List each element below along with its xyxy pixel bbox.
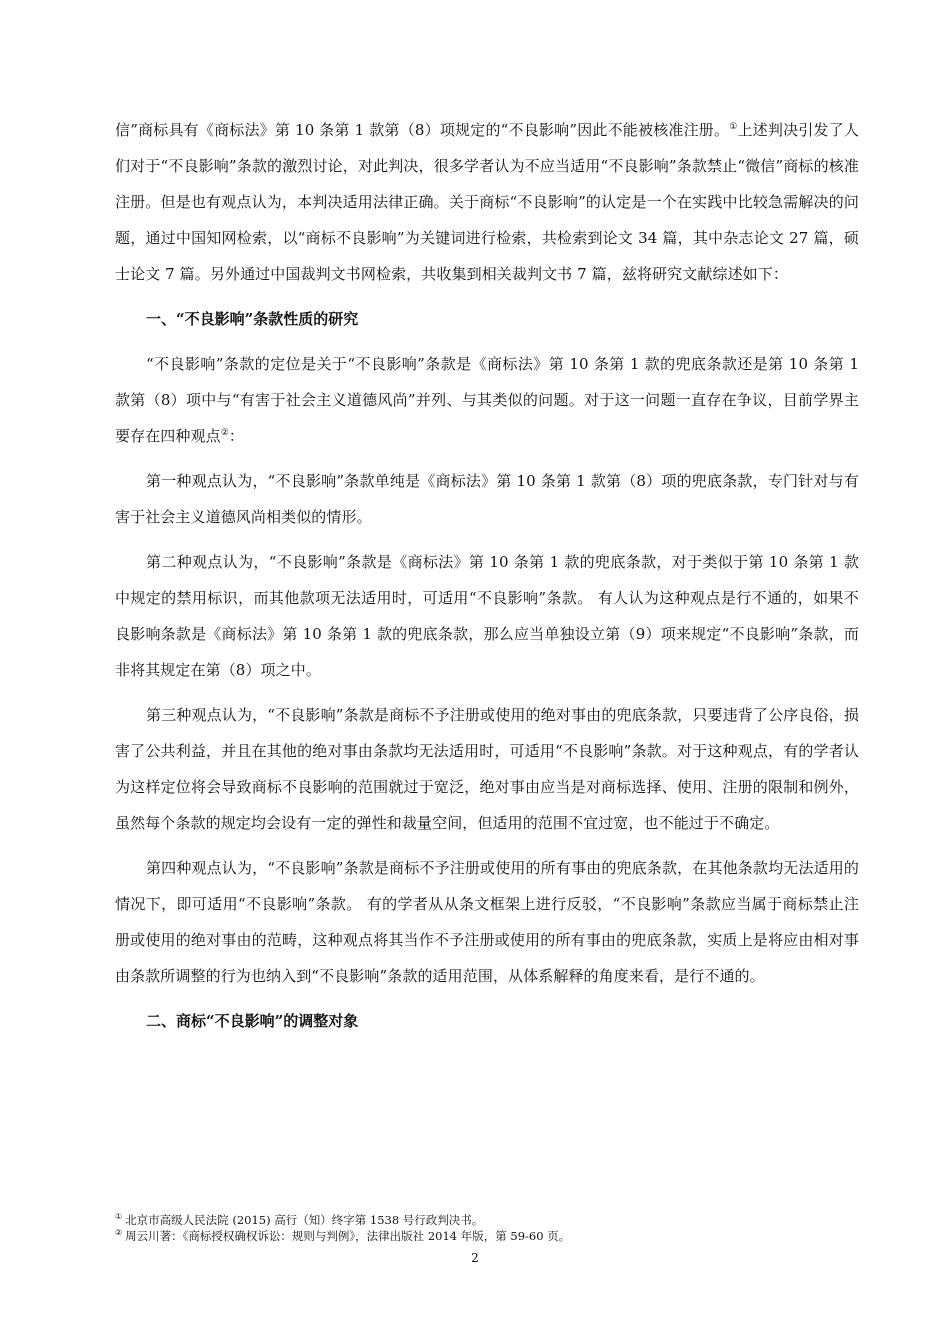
- footnote-text-1: 北京市高级人民法院 (2015) 高行（知）终字第 1538 号行政判决书。: [125, 1213, 484, 1227]
- paragraph-positioning-text-b: ：: [228, 427, 244, 445]
- footnotes: [115, 1212, 859, 1244]
- page-number: 2: [471, 1251, 479, 1265]
- paragraph-intro: [115, 112, 859, 292]
- footnote-reference-1[interactable]: ①: [729, 122, 738, 132]
- paragraph-view-1: 第一种观点认为，“不良影响”条款单纯是《商标法》第 10 条第 1 款第（8）项的兜底条款，专门针对与有害于社会主义道德风尚相类似的情形。: [115, 472, 859, 526]
- footnote-2: [115, 1228, 859, 1244]
- paragraph-view-3: 第三种观点认为，“不良影响”条款是商标不予注册或使用的绝对事由的兜底条款，只要违背了公序良俗，损害了公共利益，并且在其他的绝对事由条款均无法适用时，可适用“不良影响”条款。对于这种观点，有的学者认为这样定位将会导致商标不良影响的范围就过于宽泛，绝对事由应当是对商标选择、使用、注册的限制和例外，虽然每个条款的规定均会设有一定的弹性和裁量空间，但适用的范围不宜过宽，也不能过于不确定。: [115, 706, 859, 832]
- paragraph-positioning-text-a: “不良影响”条款的定位是关于“不良影响”条款是《商标法》第 10 条第 1 款的兜底条款还是第 10 条第 1 款第（8）项中与“有害于社会主义道德风尚”并列、与其类似的问题。对于这一问题一直存在争议，目前学界主要存在四种观点: [115, 355, 859, 445]
- footnote-reference-2[interactable]: ②: [220, 428, 229, 438]
- paragraph-intro-text-b: 上述判决引发了人们对于“不良影响”条款的激烈讨论，对此判决，很多学者认为不应当适用“不良影响”条款禁止“微信”商标的核准注册。但是也有观点认为，本判决适用法律正确。关于商标“不良影响”的认定是一个在实践中比较急需解决的问题，通过中国知网检索，以“商标不良影响”为关键词进行检索，共检索到论文 34 篇，其中杂志论文 27 篇，硕士论文 7 篇。另外通过中国裁判文书网检索，共收集到相关裁判文书 7 篇，兹将研究文献综述如下：: [115, 121, 859, 283]
- paragraph-intro-text-a: 信”商标具有《商标法》第 10 条第 1 款第（8）项规定的“不良影响”因此不能被核准注册。: [115, 121, 730, 139]
- footnote-1: [115, 1212, 859, 1228]
- paragraph-view-4: 第四种观点认为，“不良影响”条款是商标不予注册或使用的所有事由的兜底条款，在其他条款均无法适用的情况下，即可适用“不良影响”条款。 有的学者从从条文框架上进行反驳，“不良影响”条款应当属于商标禁止注册或使用的绝对事由的范畴，这种观点将其当作不予注册或使用的所有事由的兜底条款，实质上是将应由相对事由条款所调整的行为也纳入到“不良影响”条款的适用范围，从体系解释的角度来看，是行不通的。: [115, 859, 859, 985]
- footnote-text-2: 周云川著：《商标授权确权诉讼：规则与判例》，法律出版社 2014 年版，第 59-60 页。: [125, 1229, 571, 1243]
- paragraph-positioning: [115, 346, 859, 454]
- paragraph-view-2: 第二种观点认为，“不良影响”条款是《商标法》第 10 条第 1 款的兜底条款，对于类似于第 10 条第 1 款中规定的禁用标识，而其他款项无法适用时，可适用“不良影响”条款。 有人认为这种观点是行不通的，如果不良影响条款是《商标法》第 10 条第 1 款的兜底条款，那么应当单独设立第（9）项来规定“不良影响”条款，而非将其规定在第（8）项之中。: [115, 553, 859, 679]
- section-heading-2: 二、商标“不良影响”的调整对象: [146, 1012, 359, 1030]
- body-text: [115, 112, 859, 1039]
- section-heading-1: 一、“不良影响”条款性质的研究: [146, 310, 359, 328]
- footnote-mark-1: ①: [115, 1212, 123, 1222]
- footnote-mark-2: ②: [115, 1228, 123, 1238]
